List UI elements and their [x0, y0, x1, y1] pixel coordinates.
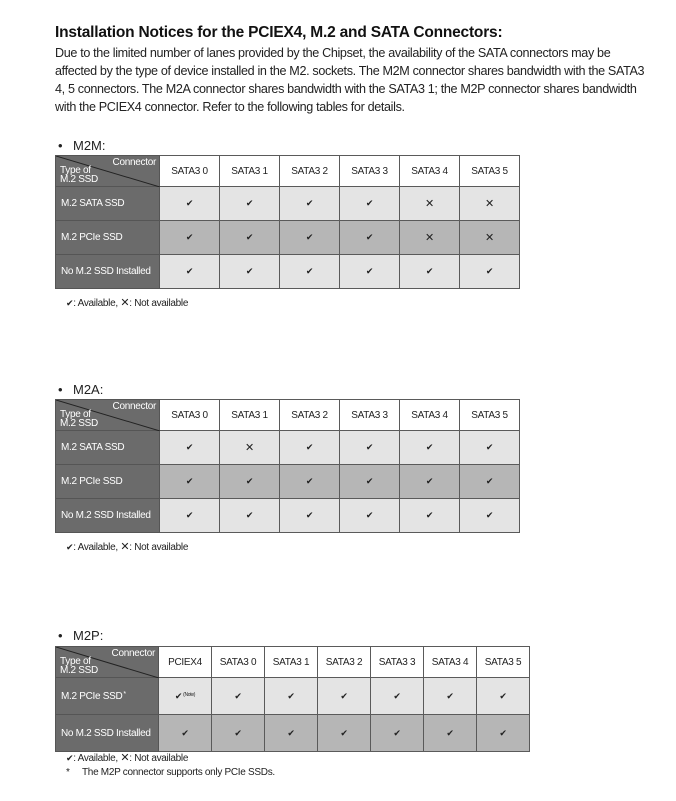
row-label — [56, 499, 160, 533]
table-cell — [220, 255, 280, 289]
available-icon: ✔ — [499, 690, 507, 701]
row-label — [56, 221, 160, 255]
table-cell — [340, 187, 400, 221]
table-cell — [460, 221, 520, 255]
bullet: • — [58, 382, 63, 397]
table-cell — [460, 499, 520, 533]
section-label-m2a — [58, 382, 103, 397]
corner-type-line1: Type of — [60, 656, 91, 667]
corner-header — [56, 647, 159, 678]
available-icon: ✔ — [305, 198, 314, 208]
table-cell — [212, 715, 265, 752]
table-cell — [340, 221, 400, 255]
table-row — [56, 187, 520, 221]
corner-type-line1: Type of — [60, 409, 91, 420]
column-header: SATA3 3 — [371, 647, 424, 678]
not-available-icon: ✕ — [245, 442, 254, 454]
available-icon: ✔ — [245, 198, 254, 208]
table-cell — [280, 499, 340, 533]
available-icon: ✔ — [305, 442, 314, 452]
available-icon: ✔ — [66, 298, 74, 308]
available-icon: ✔ — [66, 542, 74, 552]
m2p-table — [55, 646, 530, 752]
table-cell — [400, 431, 460, 465]
available-icon: ✔ — [181, 727, 189, 738]
row-label-text: M.2 PCIe SSD — [61, 476, 123, 487]
section-title: M2P: — [73, 628, 104, 643]
table-cell — [159, 715, 212, 752]
legend-not-available-text: : Not available — [129, 298, 189, 309]
legend-not-available-text: : Not available — [129, 753, 189, 764]
table-row — [56, 465, 520, 499]
column-header: SATA3 2 — [280, 156, 340, 187]
available-icon: ✔ — [245, 232, 254, 242]
table-cell — [340, 499, 400, 533]
not-available-icon: ✕ — [120, 297, 130, 309]
corner-type-line1: Type of — [60, 165, 91, 176]
available-icon: ✔ — [245, 510, 254, 520]
available-icon: ✔ — [365, 476, 374, 486]
row-label — [56, 431, 160, 465]
corner-type-line2: M.2 SSD — [60, 418, 98, 429]
table-cell — [160, 255, 220, 289]
table-cell — [460, 255, 520, 289]
table-cell — [280, 465, 340, 499]
legend-m2a — [66, 540, 188, 553]
bullet: • — [58, 628, 63, 643]
available-icon: ✔ — [305, 476, 314, 486]
available-icon: ✔ — [485, 442, 494, 452]
legend-not-available-text: : Not available — [129, 542, 189, 553]
available-icon: ✔ — [485, 266, 494, 276]
column-header: PCIEX4 — [159, 647, 212, 678]
table-cell — [220, 187, 280, 221]
available-icon: ✔ — [185, 266, 194, 276]
footnote-star: * — [66, 767, 70, 778]
row-label-text: No M.2 SSD Installed — [61, 266, 151, 277]
legend-m2m — [66, 296, 188, 309]
available-icon: ✔ — [234, 690, 242, 701]
column-header: SATA3 0 — [160, 156, 220, 187]
available-icon: ✔ — [365, 442, 374, 452]
column-header: SATA3 2 — [280, 400, 340, 431]
available-icon: ✔ — [305, 266, 314, 276]
not-available-icon: ✕ — [425, 232, 434, 244]
row-label — [56, 678, 159, 715]
table-cell — [318, 678, 371, 715]
row-label — [56, 255, 160, 289]
column-header: SATA3 1 — [220, 400, 280, 431]
available-icon: ✔ — [425, 510, 434, 520]
available-icon: ✔ — [485, 476, 494, 486]
footnote-star-marker: * — [123, 690, 126, 698]
column-header: SATA3 5 — [460, 400, 520, 431]
table-cell — [265, 678, 318, 715]
table-cell — [220, 221, 280, 255]
corner-type-line2: M.2 SSD — [60, 174, 98, 185]
note-marker: (Note) — [183, 691, 196, 698]
table-cell — [400, 221, 460, 255]
column-header: SATA3 1 — [265, 647, 318, 678]
row-label-text: No M.2 SSD Installed — [61, 510, 151, 521]
table-cell — [280, 255, 340, 289]
column-header: SATA3 0 — [212, 647, 265, 678]
table-row — [56, 715, 530, 752]
table-cell — [400, 255, 460, 289]
available-icon: ✔ — [485, 510, 494, 520]
row-label-text: M.2 PCIe SSD — [61, 232, 123, 243]
table-cell — [371, 678, 424, 715]
column-header: SATA3 4 — [400, 156, 460, 187]
table-row — [56, 255, 520, 289]
section-title: M2M: — [73, 138, 106, 153]
available-icon: ✔ — [499, 727, 507, 738]
table-cell — [220, 465, 280, 499]
not-available-icon: ✕ — [485, 198, 494, 210]
table-cell — [400, 465, 460, 499]
corner-header — [56, 156, 160, 187]
available-icon: ✔ — [66, 753, 74, 763]
available-icon: ✔ — [446, 727, 454, 738]
not-available-icon: ✕ — [485, 232, 494, 244]
intro-paragraph: Due to the limited number of lanes provided by the Chipset, the availability of the SATA connectors may be affected by the type of device installed in the M2. sockets. The M2M connector shares bandwidth with the SATA3 4, 5 connectors. The M2A connector shares bandwidth with the SATA3 1; the M2P connector shares bandwidth with the PCIEX4 connector. Refer to the following tables for details. — [55, 46, 645, 114]
column-header: SATA3 5 — [477, 647, 530, 678]
column-header: SATA3 2 — [318, 647, 371, 678]
corner-header — [56, 400, 160, 431]
corner-type-label — [60, 657, 98, 675]
legend-available-text: : Available, — [73, 753, 121, 764]
table-cell — [280, 431, 340, 465]
table-cell — [318, 715, 371, 752]
table-row — [56, 499, 520, 533]
table-cell — [400, 187, 460, 221]
available-icon: ✔ — [365, 232, 374, 242]
table-row — [56, 221, 520, 255]
corner-type-line2: M.2 SSD — [60, 665, 98, 676]
row-label — [56, 187, 160, 221]
available-icon: ✔ — [393, 690, 401, 701]
table-row — [56, 431, 520, 465]
column-header: SATA3 1 — [220, 156, 280, 187]
corner-connector-label: Connector — [112, 401, 156, 412]
table-cell — [424, 715, 477, 752]
table-cell — [220, 431, 280, 465]
row-label-text: M.2 SATA SSD — [61, 198, 125, 209]
corner-type-label — [60, 410, 98, 428]
available-icon: ✔ — [185, 232, 194, 242]
m2m-table — [55, 155, 520, 289]
legend-m2p — [66, 751, 188, 764]
available-icon: ✔ — [340, 727, 348, 738]
column-header: SATA3 4 — [400, 400, 460, 431]
available-icon: ✔ — [340, 690, 348, 701]
footnote-text: The M2P connector supports only PCIe SSDs. — [82, 767, 275, 778]
table-cell — [220, 499, 280, 533]
section-label-m2m — [58, 138, 106, 153]
bullet: • — [58, 138, 63, 153]
row-label — [56, 465, 160, 499]
table-cell — [160, 221, 220, 255]
legend-available-text: : Available, — [73, 542, 121, 553]
available-icon: ✔ — [185, 198, 194, 208]
table-cell — [460, 187, 520, 221]
not-available-icon: ✕ — [120, 541, 130, 553]
table-cell — [265, 715, 318, 752]
available-icon: ✔ — [287, 690, 295, 701]
table-cell — [160, 187, 220, 221]
header-row — [56, 156, 520, 187]
row-label-text: M.2 SATA SSD — [61, 442, 125, 453]
table-cell — [160, 465, 220, 499]
available-icon: ✔ — [365, 198, 374, 208]
header-row — [56, 400, 520, 431]
table-cell — [477, 715, 530, 752]
available-icon: ✔ — [185, 442, 194, 452]
corner-type-label — [60, 166, 98, 184]
table-cell — [424, 678, 477, 715]
available-icon: ✔ — [174, 690, 183, 701]
table-cell — [160, 499, 220, 533]
table-cell — [340, 431, 400, 465]
table-cell — [400, 499, 460, 533]
available-icon: ✔ — [305, 232, 314, 242]
row-label-text: No M.2 SSD Installed — [61, 727, 151, 739]
corner-connector-label: Connector — [111, 648, 155, 659]
table-cell — [340, 255, 400, 289]
table-cell — [280, 221, 340, 255]
column-header: SATA3 4 — [424, 647, 477, 678]
section-title: M2A: — [73, 382, 104, 397]
available-icon: ✔ — [365, 266, 374, 276]
table-cell — [159, 678, 212, 715]
page-title: Installation Notices for the PCIEX4, M.2 and SATA Connectors: — [55, 24, 503, 41]
available-icon: ✔ — [446, 690, 454, 701]
table-cell — [340, 465, 400, 499]
available-icon: ✔ — [245, 266, 254, 276]
table-cell — [212, 678, 265, 715]
row-label — [56, 715, 159, 752]
column-header: SATA3 3 — [340, 400, 400, 431]
available-icon: ✔ — [245, 476, 254, 486]
header-row — [56, 647, 530, 678]
table-cell — [477, 678, 530, 715]
column-header: SATA3 5 — [460, 156, 520, 187]
legend-available-text: : Available, — [73, 298, 121, 309]
column-header: SATA3 3 — [340, 156, 400, 187]
table-cell — [371, 715, 424, 752]
section-label-m2p — [58, 628, 103, 643]
table-cell — [460, 431, 520, 465]
table-row — [56, 678, 530, 715]
available-icon: ✔ — [234, 727, 242, 738]
available-icon: ✔ — [185, 510, 194, 520]
m2a-table — [55, 399, 520, 533]
table-cell — [460, 465, 520, 499]
available-icon: ✔ — [185, 476, 194, 486]
column-header: SATA3 0 — [160, 400, 220, 431]
footnote — [66, 767, 275, 778]
available-icon: ✔ — [305, 510, 314, 520]
available-icon: ✔ — [425, 476, 434, 486]
corner-connector-label: Connector — [112, 157, 156, 168]
table-cell — [280, 187, 340, 221]
not-available-icon: ✕ — [425, 198, 434, 210]
available-icon: ✔ — [425, 442, 434, 452]
table-cell — [160, 431, 220, 465]
available-icon: ✔ — [425, 266, 434, 276]
row-label-text: M.2 PCIe SSD — [61, 690, 123, 702]
available-icon: ✔ — [365, 510, 374, 520]
not-available-icon: ✕ — [120, 752, 130, 764]
available-icon: ✔ — [287, 727, 295, 738]
available-icon: ✔ — [393, 727, 401, 738]
